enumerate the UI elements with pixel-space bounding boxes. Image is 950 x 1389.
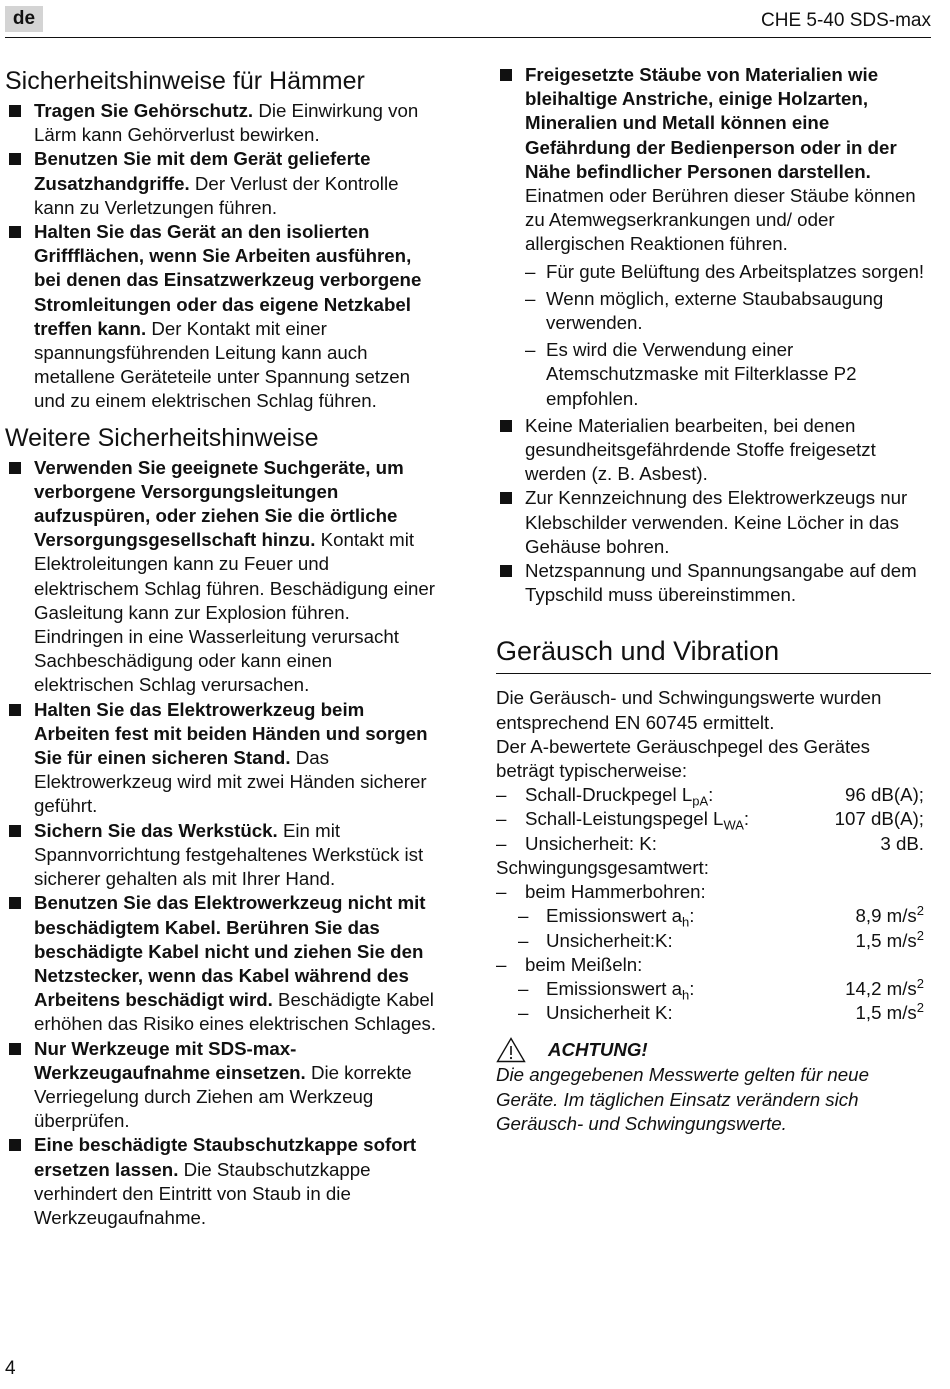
spec-row bbox=[496, 832, 931, 856]
item-bold: Verwenden Sie geeignete Suchgeräte, um verborgene Versorgungsleitungen aufzuspüren, oder ziehen Sie die örtliche Versorgungsgesellschaft hinzu. bbox=[34, 456, 404, 551]
dust-safety-list bbox=[496, 63, 931, 607]
page-number: 4 bbox=[5, 1358, 16, 1379]
list-item bbox=[5, 1037, 437, 1134]
item-text: Die Einwirkung von Lärm kann Gehörverlust bewirken. bbox=[34, 100, 419, 146]
list-item: Keine Materialien bearbeiten, bei denen gesundheitsgefährdende Stoffe freigesetzt werden (z. B. Asbest). bbox=[496, 414, 931, 487]
list-item: Zur Kennzeichnung des Elektrowerkzeugs nur Klebschilder verwenden. Keine Löcher in das Gehäuse bohren. bbox=[496, 486, 931, 559]
spec-label: – Emissionswert $a_h$: bbox=[496, 904, 694, 928]
list-item bbox=[5, 220, 437, 414]
dash-item: – Für gute Belüftung des Arbeitsplatzes sorgen! bbox=[525, 260, 931, 284]
hammer-safety-list bbox=[5, 99, 437, 414]
warning-triangle-icon bbox=[496, 1037, 526, 1063]
spec-row bbox=[496, 929, 931, 953]
dust-measures-list bbox=[525, 260, 931, 411]
section-title-noise-vibration: Geräusch und Vibration bbox=[496, 633, 931, 674]
section-title-hammer-safety: Sicherheitshinweise für Hämmer bbox=[5, 67, 365, 95]
language-badge: de bbox=[5, 6, 43, 32]
list-item: Netzspannung und Spannungsangabe auf dem Typschild muss übereinstimmen. bbox=[496, 559, 931, 607]
dash-item: – Wenn möglich, externe Staubabsaugung verwenden. bbox=[525, 287, 931, 335]
spec-row bbox=[496, 1001, 931, 1025]
section-title-further-safety: Weitere Sicherheitshinweise bbox=[5, 423, 319, 452]
item-bold: Benutzen Sie mit dem Gerät gelieferte Zusatzhandgriffe. bbox=[34, 148, 371, 194]
noise-level-intro: Der A-bewertete Geräuschpegel des Gerätes beträgt typischerweise: bbox=[496, 735, 870, 782]
spec-value: 3 dB. bbox=[880, 832, 924, 854]
item-bold: Sichern Sie das Werkstück. bbox=[34, 819, 278, 841]
list-item bbox=[5, 891, 437, 1036]
item-text: Der Verlust der Kontrolle kann zu Verletzungen führen. bbox=[34, 172, 399, 218]
item-text: Kontakt mit Elektroleitungen kann zu Feuer und elektrischem Schlag führen. Beschädigung einer Gasleitung kann zur Explosion führen. Eindringen in eine Wasserleitung verursacht Sachbeschädigung oder kann einen elektrischen Schlag verursachen. bbox=[34, 529, 435, 696]
spec-value: 8,9 $m/s^2$ bbox=[855, 903, 924, 927]
vibration-title: Schwingungsgesamtwert: bbox=[496, 856, 709, 878]
item-text: Das Elektrowerkzeug wird mit zwei Händen sicherer geführt. bbox=[34, 747, 427, 817]
item-bold: Halten Sie das Gerät an den isolierten Griffflächen, wenn Sie Arbeiten ausführen, bei denen das Einsatzwerkzeug verborgene Stromleitungen oder das eigene Netzkabel treffen kann. bbox=[34, 221, 422, 339]
spec-value: 1,5 $m/s^2$ bbox=[855, 999, 924, 1024]
spec-label: – Schall-Leistungspegel $L_{WA}$: bbox=[496, 807, 749, 831]
spec-value: 14,2 $m/s^2$ bbox=[845, 975, 924, 999]
list-item bbox=[5, 99, 437, 147]
item-bold: Tragen Sie Gehörschutz. bbox=[34, 100, 254, 121]
spec-label: – Emissionswert $a_h$: bbox=[496, 977, 694, 1001]
spec-label: – beim Meißeln: bbox=[496, 953, 642, 977]
item-text: Ein mit Spannvorrichtung festgehaltenes Werkstück ist sicherer gehalten als mit Ihrer Hand. bbox=[34, 819, 424, 890]
item-text: Die Staubschutzkappe verhindert den Eintritt von Staub in die Werkzeugaufnahme. bbox=[34, 1158, 371, 1228]
item-bold: Eine beschädigte Staubschutzkappe sofort ersetzen lassen. bbox=[34, 1134, 417, 1180]
item-text: Die korrekte Verriegelung durch Ziehen am Werkzeug überprüfen. bbox=[34, 1061, 412, 1132]
spec-group-label bbox=[496, 880, 931, 904]
item-text: Beschädigte Kabel erhöhen das Risiko eines elektrischen Schlages. bbox=[34, 989, 437, 1035]
list-item bbox=[5, 819, 437, 892]
item-text: Einatmen oder Berühren dieser Stäube können zu Atemwegserkrankungen und/ oder allergischen Reaktionen führen. bbox=[525, 185, 916, 255]
item-bold: Benutzen Sie das Elektrowerkzeug nicht mit beschädigtem Kabel. Berühren Sie das beschädigte Kabel nicht und ziehen Sie den Netzstecker, wenn das Kabel während des Arbeitens beschädigt wird. bbox=[34, 892, 426, 1011]
header-divider bbox=[5, 37, 931, 38]
spec-value: 107 dB(A); bbox=[834, 808, 924, 830]
spec-label: – beim Hammerbohren: bbox=[496, 880, 706, 904]
spec-row bbox=[496, 977, 931, 1001]
spec-label: – Unsicherheit:K: bbox=[496, 929, 673, 953]
dash-item: – Es wird die Verwendung einer Atemschutzmaske mit Filterklasse P2 empfohlen. bbox=[525, 338, 931, 411]
warning-block bbox=[496, 1037, 931, 1136]
item-bold: Freigesetzte Stäube von Materialien wie bleihaltige Anstriche, einige Holzarten, Mineralien und Metall können eine Gefährdung der Bedienperson oder in der Nähe befindlicher Personen darstellen. bbox=[525, 64, 897, 182]
warning-header bbox=[496, 1037, 931, 1063]
list-item bbox=[5, 698, 437, 819]
list-item bbox=[5, 147, 437, 220]
list-item bbox=[5, 456, 437, 698]
spec-row bbox=[496, 903, 931, 931]
further-safety-list bbox=[5, 456, 437, 1231]
warning-title: ACHTUNG! bbox=[548, 1039, 648, 1061]
warning-text: Die angegebenen Messwerte gelten für neue Geräte. Im täglichen Einsatz verändern sich Geräusch- und Schwingungswerte. bbox=[496, 1064, 869, 1134]
spec-label: – Unsicherheit: K: bbox=[496, 832, 657, 856]
spec-row bbox=[496, 783, 931, 810]
spec-label: – Schall-Druckpegel $L_{pA}$: bbox=[496, 783, 713, 807]
item-text: Der Kontakt mit einer spannungsführenden Leitung kann auch metallene Geräteteile unter Spannung setzen und zu einem elektrischen Schlag führen. bbox=[34, 317, 411, 412]
noise-intro: Die Geräusch- und Schwingungswerte wurden entsprechend EN 60745 ermittelt. bbox=[496, 687, 882, 733]
spec-group-label bbox=[496, 953, 931, 977]
item-bold: Halten Sie das Elektrowerkzeug beim Arbeiten fest mit beiden Händen und sorgen Sie für einen sicheren Stand. bbox=[34, 698, 428, 769]
right-column bbox=[496, 63, 931, 1136]
item-bold: Nur Werkzeuge mit SDS-max-Werkzeugaufnahme einsetzen. bbox=[34, 1037, 306, 1083]
spec-value: 1,5 $m/s^2$ bbox=[855, 927, 924, 951]
model-name: CHE 5-40 SDS-max bbox=[761, 10, 931, 31]
left-column bbox=[5, 63, 437, 1230]
list-item bbox=[496, 63, 931, 411]
spec-label: – Unsicherheit K: bbox=[496, 1001, 673, 1025]
list-item bbox=[5, 1133, 437, 1230]
spec-value: 96 dB(A); bbox=[845, 784, 924, 806]
spec-row bbox=[496, 807, 931, 834]
